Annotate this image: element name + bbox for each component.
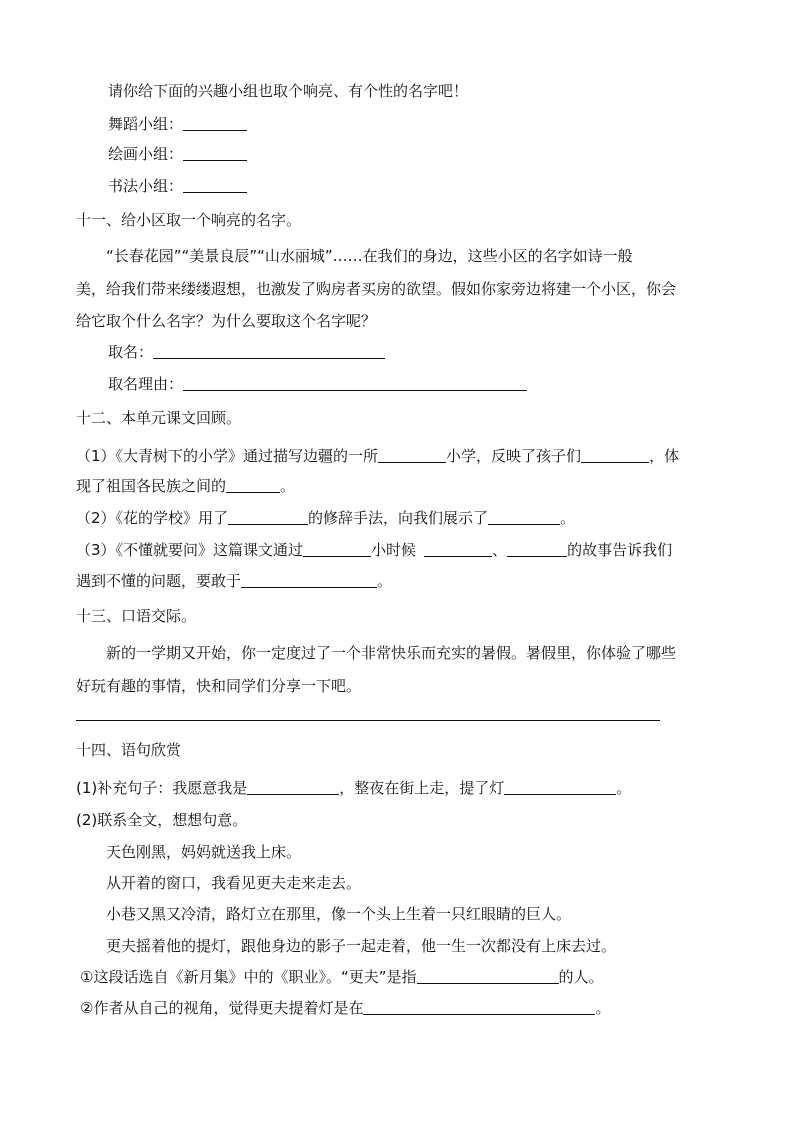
question-1-text: 。 <box>280 477 296 495</box>
dance-group-row <box>108 114 247 134</box>
question-2-text: （2）《花的学校》用了 <box>76 509 229 527</box>
dance-group-label: 舞蹈小组： <box>108 115 184 133</box>
reason-row <box>108 374 527 394</box>
calligraphy-group-label: 书法小组： <box>108 177 184 195</box>
section-11-para-line: 给它取个什么名字？为什么要取这个名字呢？ <box>76 312 377 330</box>
question-3-text: 。 <box>377 572 393 590</box>
section-11-heading: 十一、给小区取一个响亮的名字。 <box>76 211 302 229</box>
sub-question-2-text: 。 <box>595 999 611 1017</box>
question-3-text: 小时候 <box>371 541 417 559</box>
question-1-text: （1）《大青树下的小学》通过描写边疆的一所 <box>76 447 379 465</box>
question-1-text: ，体 <box>649 447 680 465</box>
q1-blank-3[interactable] <box>226 477 280 493</box>
sub-question-2-line <box>80 998 610 1018</box>
question-1-text: 现了祖国各民族之间的 <box>76 477 227 495</box>
section-14-q1-text: (1)补充句子：我愿意我是 <box>76 779 248 797</box>
painting-group-blank[interactable] <box>183 145 247 161</box>
sub1-blank[interactable] <box>417 968 559 984</box>
question-3-line <box>76 540 672 560</box>
section-14-q1-text: 。 <box>616 779 632 797</box>
section-13-para-line: 好玩有趣的事情，快和同学们分享一下吧。 <box>76 677 362 695</box>
q1-blank-2[interactable] <box>581 447 649 463</box>
sub-question-1-text: ①这段话选自《新月集》中的《职业》。“更夫”是指 <box>80 968 417 986</box>
calligraphy-group-row <box>108 176 247 196</box>
intro-text: 请你给下面的兴趣小组也取个响亮、有个性的名字吧！ <box>108 82 469 100</box>
s14-q1-blank-1[interactable] <box>247 779 339 795</box>
question-3-text: （3）《不懂就要问》这篇课文通过 <box>76 541 304 559</box>
sub-question-1-text: 的人。 <box>558 968 604 986</box>
question-2-text: 的修辞手法，向我们展示了 <box>308 509 489 527</box>
question-2-line <box>76 508 575 528</box>
answer-line[interactable] <box>76 720 660 721</box>
name-blank[interactable] <box>153 343 385 359</box>
sub2-blank[interactable] <box>363 999 595 1015</box>
question-1-text: 小学，反映了孩子们 <box>446 447 582 465</box>
dance-group-blank[interactable] <box>183 115 247 131</box>
painting-group-label: 绘画小组： <box>108 145 184 163</box>
q3-blank-1[interactable] <box>303 541 371 557</box>
section-11-para-line: 美，给我们带来缕缕遐想，也激发了购房者买房的欲望。假如你家旁边将建一个小区，你会 <box>76 280 677 298</box>
q3-blank-2[interactable] <box>424 541 492 557</box>
question-3-line <box>76 571 392 591</box>
sub-question-1-line <box>80 967 604 987</box>
reason-blank[interactable] <box>183 375 527 391</box>
q2-blank-2[interactable] <box>488 509 560 525</box>
section-13-para-line: 新的一学期又开始，你一定度过了一个非常快乐而充实的暑假。暑假里，你体验了哪些 <box>106 644 677 662</box>
q2-blank-1[interactable] <box>228 509 308 525</box>
painting-group-row <box>108 144 247 164</box>
name-row <box>108 342 385 362</box>
poem-line: 从开着的窗口，我看见更夫走来走去。 <box>106 874 362 892</box>
reason-label: 取名理由： <box>108 375 184 393</box>
question-1-line <box>76 446 679 466</box>
section-11-para-line: “长春花园”“美景良辰”“山水丽城”……在我们的身边，这些小区的名字如诗一般 <box>106 247 633 265</box>
poem-line: 更夫摇着他的提灯，跟他身边的影子一起走着，他一生一次都没有上床去过。 <box>106 937 617 955</box>
section-14-heading: 十四、语句欣赏 <box>76 741 182 759</box>
question-3-text: 遇到不懂的问题，要敢于 <box>76 572 242 590</box>
poem-line: 天色刚黑，妈妈就送我上床。 <box>106 843 302 861</box>
question-3-text: 、 <box>492 541 508 559</box>
sub-question-2-text: ②作者从自己的视角，觉得更夫提着灯是在 <box>80 999 364 1017</box>
section-14-q1-text: ，整夜在街上走，提了灯 <box>339 779 505 797</box>
q1-blank-1[interactable] <box>378 447 446 463</box>
section-14-q2-line: (2)联系全文，想想句意。 <box>76 811 248 829</box>
q3-blank-3[interactable] <box>507 541 567 557</box>
section-12-heading: 十二、本单元课文回顾。 <box>76 409 242 427</box>
calligraphy-group-blank[interactable] <box>183 177 247 193</box>
question-2-text: 。 <box>560 509 576 527</box>
question-3-text: 的故事告诉我们 <box>567 541 673 559</box>
name-label: 取名： <box>108 343 154 361</box>
question-1-line <box>76 476 295 496</box>
section-13-heading: 十三、口语交际。 <box>76 607 197 625</box>
section-14-q1-line <box>76 778 631 798</box>
q3-blank-4[interactable] <box>241 572 377 588</box>
s14-q1-blank-2[interactable] <box>504 779 616 795</box>
poem-line: 小巷又黑又冷清，路灯立在那里，像一个头上生着一只红眼睛的巨人。 <box>106 905 572 923</box>
